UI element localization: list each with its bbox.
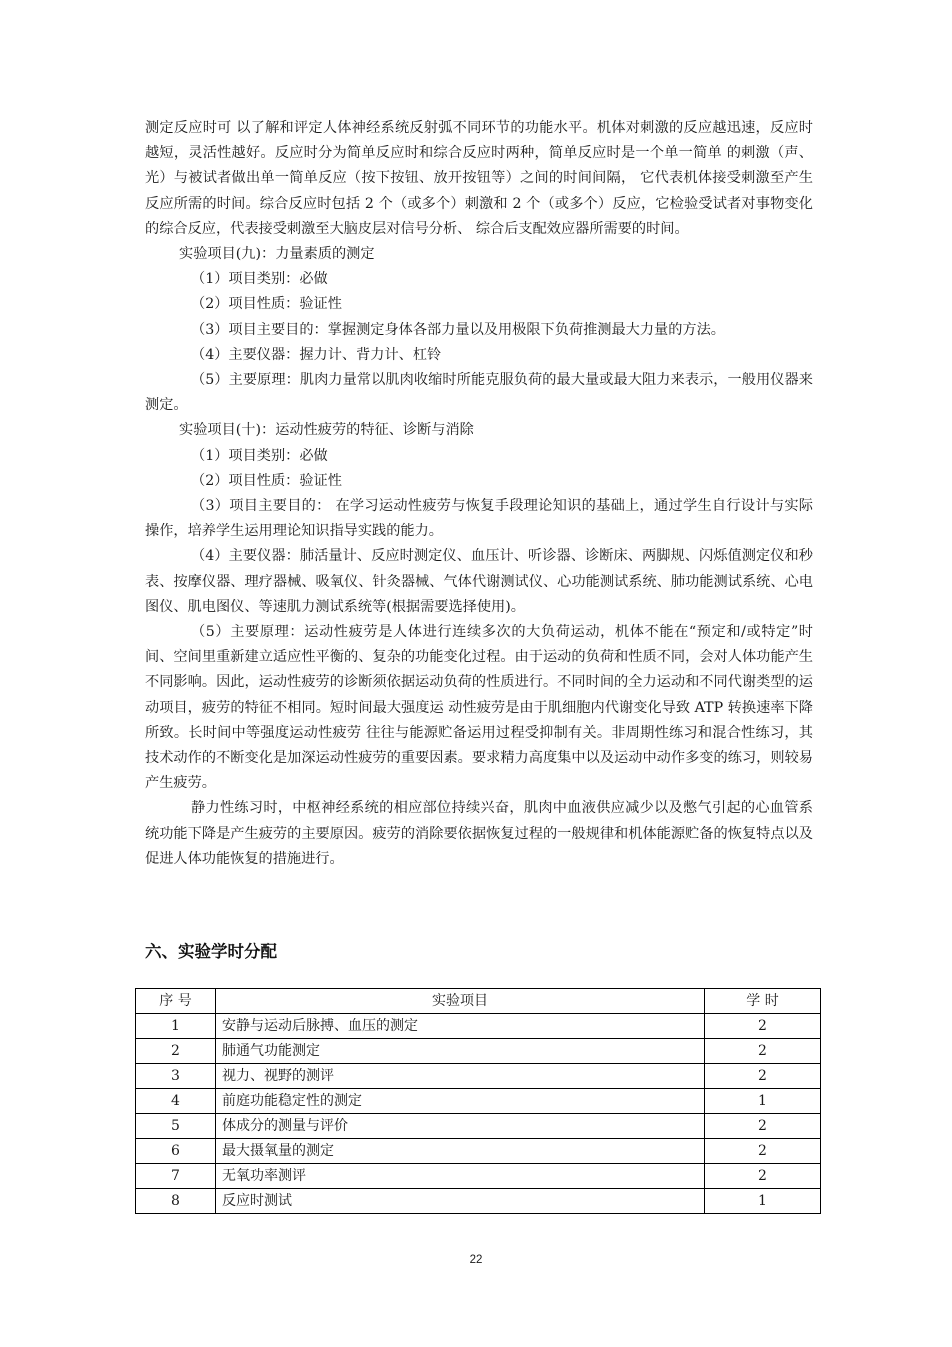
table-row (136, 1064, 821, 1089)
cell-item: 安静与运动后脉搏、血压的测定 (216, 1014, 705, 1039)
section-heading: 六、实验学时分配 (145, 942, 277, 961)
table-row (136, 1139, 821, 1164)
paragraph: （2）项目性质：验证性 (191, 472, 342, 489)
paragraph: （3）项目主要目的：掌握测定身体各部力量以及用极限下负荷推测最大力量的方法。 (191, 321, 725, 338)
paragraph: （1）项目类别：必做 (191, 271, 328, 288)
paragraph: 实验项目(九)：力量素质的测定 (179, 246, 375, 263)
cell-no: 2 (136, 1039, 216, 1064)
table-row (136, 1039, 821, 1064)
cell-hours: 1 (705, 1089, 821, 1114)
table-row (136, 1089, 821, 1114)
cell-item: 无氧功率测评 (216, 1164, 705, 1189)
paragraph: （3）项目主要目的： 在学习运动性疲劳与恢复手段理论知识的基础上，通过学生自行设计与实际操作，培养学生运用理论知识指导实践的能力。 (145, 498, 813, 540)
cell-item: 体成分的测量与评价 (216, 1114, 705, 1139)
header-item: 实验项目 (216, 989, 705, 1014)
cell-no: 8 (136, 1189, 216, 1214)
paragraph: （4）主要仪器：握力计、背力计、杠铃 (191, 346, 442, 363)
cell-no: 1 (136, 1014, 216, 1039)
cell-hours: 2 (705, 1039, 821, 1064)
cell-item: 前庭功能稳定性的测定 (216, 1089, 705, 1114)
cell-hours: 2 (705, 1014, 821, 1039)
cell-item: 反应时测试 (216, 1189, 705, 1214)
paragraph: 测定反应时可 以了解和评定人体神经系统反射弧不同环节的功能水平。机体对刺激的反应越迅速，反应时 越短，灵活性越好。反应时分为简单反应时和综合反应时两种，简单反应时是一个单一简单 的刺激（声、光）与被试者做出单一简单反应（按下按钮、放开按钮等）之间的时间间隔， 它代表机体接受刺激至产生反应所需的时间。综合反应时包括 2 个（或多个）刺激和 2 个（或多个）反应，它检验受试者对事物变化的综合反应，代表接受刺激至大脑皮层对信号分析、 综合后支配效应器所需要的时间。 (145, 120, 813, 237)
cell-no: 6 (136, 1139, 216, 1164)
cell-item: 最大摄氧量的测定 (216, 1139, 705, 1164)
header-no: 序 号 (136, 989, 216, 1014)
table-row (136, 1014, 821, 1039)
cell-hours: 2 (705, 1164, 821, 1189)
paragraph: （2）项目性质：验证性 (191, 296, 342, 313)
cell-no: 7 (136, 1164, 216, 1189)
paragraph: 静力性练习时，中枢神经系统的相应部位持续兴奋，肌肉中血液供应减少以及憋气引起的心血管系统功能下降是产生疲劳的主要原因。疲劳的消除要依据恢复过程的一般规律和机体能源贮备的恢复特点以及促进人体功能恢复的措施进行。 (145, 800, 813, 867)
page-number: 22 (469, 1254, 483, 1266)
cell-hours: 1 (705, 1189, 821, 1214)
paragraph: （1）项目类别：必做 (191, 447, 328, 464)
paragraph: （5）主要原理：运动性疲劳是人体进行连续多次的大负荷运动，机体不能在“预定和/或特定”时间、空间里重新建立适应性平衡的、复杂的功能变化过程。由于运动的负荷和性质不同，会对人体功能产生不同影响。因此，运动性疲劳的诊断须依据运动负荷的性质进行。不同时间的全力运动和不同代谢类型的运动项目，疲劳的特征不相同。短时间最大强度运 动性疲劳是由于肌细胞内代谢变化导致 ATP 转换速率下降所致。长时间中等强度运动性疲劳 往往与能源贮备运用过程受抑制有关。非周期性练习和混合性练习，其技术动作的不断变化是加深运动性疲劳的重要因素。要求精力高度集中以及运动中动作多变的练习，则较易产生疲劳。 (145, 624, 813, 792)
paragraph: （4）主要仪器：肺活量计、反应时测定仪、血压计、听诊器、诊断床、两脚规、闪烁值测定仪和秒表、按摩仪器、理疗器械、吸氧仪、针灸器械、气体代谢测试仪、心功能测试系统、肺功能测试系统、心电图仪、肌电图仪、等速肌力测试系统等(根据需要选择使用)。 (145, 548, 813, 615)
paragraph: 实验项目(十)：运动性疲劳的特征、诊断与消除 (179, 422, 474, 439)
table-header-row (136, 989, 821, 1014)
paragraph: （5）主要原理：肌肉力量常以肌肉收缩时所能克服负荷的最大量或最大阻力来表示，一般用仪器来测定。 (145, 372, 813, 414)
cell-hours: 2 (705, 1064, 821, 1089)
cell-hours: 2 (705, 1114, 821, 1139)
cell-no: 5 (136, 1114, 216, 1139)
header-hours: 学 时 (705, 989, 821, 1014)
body-text (145, 116, 813, 872)
cell-item: 视力、视野的测评 (216, 1064, 705, 1089)
cell-hours: 2 (705, 1139, 821, 1164)
cell-no: 3 (136, 1064, 216, 1089)
cell-item: 肺通气功能测定 (216, 1039, 705, 1064)
table-row (136, 1114, 821, 1139)
cell-no: 4 (136, 1089, 216, 1114)
table-row (136, 1164, 821, 1189)
hours-table (135, 988, 821, 1214)
table-row (136, 1189, 821, 1214)
